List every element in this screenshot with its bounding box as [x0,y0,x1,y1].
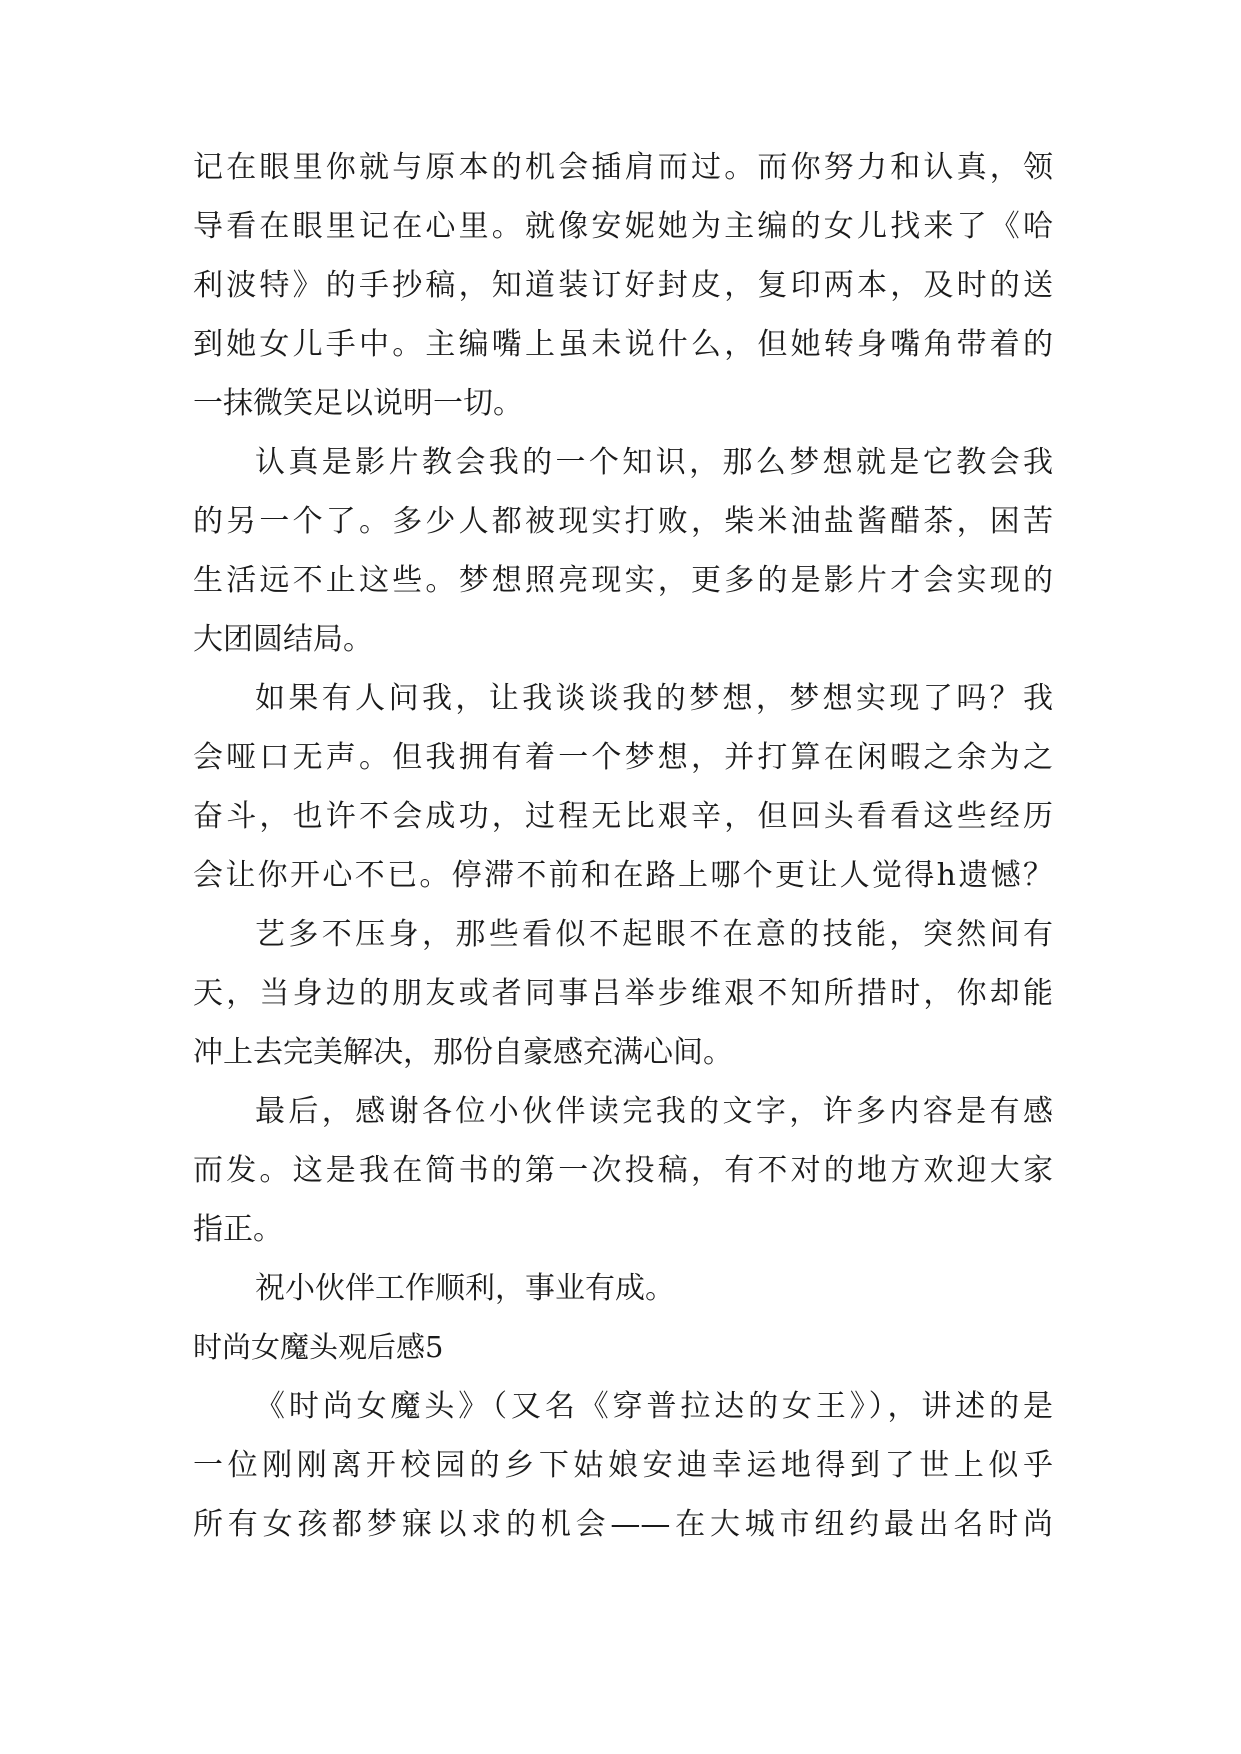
text-line: 导看在眼里记在心里。就像安妮她为主编的女儿找来了《哈 [193,209,1053,244]
text-line: 祝小伙伴工作顺利，事业有成。 [255,1271,675,1306]
text-line: 奋斗，也许不会成功，过程无比艰辛，但回头看看这些经历 [193,799,1053,834]
text-line: 认真是影片教会我的一个知识，那么梦想就是它教会我 [255,445,1053,480]
text-line: 《时尚女魔头》（又名《穿普拉达的女王》），讲述的是 [255,1389,1053,1424]
body-text [193,138,1053,1554]
paragraph [193,1259,1053,1318]
text-line: 生活远不止这些。梦想照亮现实，更多的是影片才会实现的 [193,563,1053,598]
paragraph [193,905,1053,1082]
text-line: 的另一个了。多少人都被现实打败，柴米油盐酱醋茶，困苦 [193,504,1053,539]
text-line: 记在眼里你就与原本的机会插肩而过。而你努力和认真，领 [193,150,1053,185]
text-line: 最后，感谢各位小伙伴读完我的文字，许多内容是有感 [255,1094,1053,1129]
text-line: 一位刚刚离开校园的乡下姑娘安迪幸运地得到了世上似乎 [193,1448,1053,1483]
paragraph [193,1377,1053,1554]
text-line: 到她女儿手中。主编嘴上虽未说什么，但她转身嘴角带着的 [193,327,1053,362]
section-heading: 时尚女魔头观后感5 [193,1330,444,1364]
text-line: 所有女孩都梦寐以求的机会——在大城市纽约最出名时尚 [193,1507,1053,1542]
text-line: 如果有人问我，让我谈谈我的梦想，梦想实现了吗？我 [255,681,1053,716]
paragraph [193,669,1053,905]
text-line: 会哑口无声。但我拥有着一个梦想，并打算在闲暇之余为之 [193,740,1053,775]
text-line: 艺多不压身，那些看似不起眼不在意的技能，突然间有 [255,917,1053,952]
text-line: 指正。 [193,1212,283,1247]
text-line: 冲上去完美解决，那份自豪感充满心间。 [193,1035,733,1070]
paragraph [193,433,1053,669]
paragraph [193,1082,1053,1259]
text-line: 大团圆结局。 [193,622,373,657]
text-line: 天，当身边的朋友或者同事吕举步维艰不知所措时，你却能 [193,976,1053,1011]
text-line: 而发。这是我在简书的第一次投稿，有不对的地方欢迎大家 [193,1153,1053,1188]
text-line: 一抹微笑足以说明一切。 [193,386,523,421]
text-line: 会让你开心不已。停滞不前和在路上哪个更让人觉得h遗憾？ [193,858,1053,893]
paragraph [193,138,1053,433]
text-line: 利波特》的手抄稿，知道装订好封皮，复印两本，及时的送 [193,268,1053,303]
